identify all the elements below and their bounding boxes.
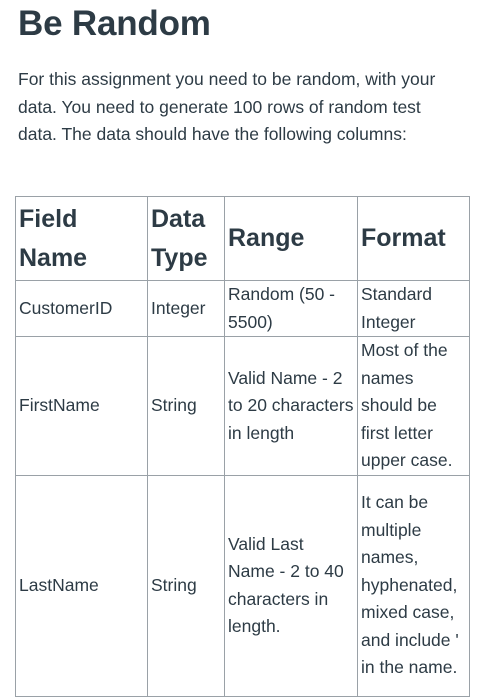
table-row — [16, 337, 470, 476]
table-header-row — [16, 197, 470, 281]
cell-range: Valid Last Name - 2 to 40 characters in length. — [225, 475, 358, 696]
cell-field: LastName — [16, 475, 148, 696]
cell-field: FirstName — [16, 337, 148, 476]
cell-format: It can be multiple names, hyphenated, mixed case, and include ' in the name. — [358, 475, 470, 696]
table-row — [16, 281, 470, 337]
intro-paragraph: For this assignment you need to be random, with your data. You need to generate 100 rows of random test data. The data should have the following columns: — [18, 69, 436, 144]
cell-format: Standard Integer — [358, 281, 470, 337]
cell-type: Integer — [148, 281, 225, 337]
cell-format: Most of the names should be first letter upper case. — [358, 337, 470, 476]
cell-range: Random (50 - 5500) — [225, 281, 358, 337]
table-row — [16, 475, 470, 696]
header-format: Format — [358, 197, 470, 281]
header-range: Range — [225, 197, 358, 281]
cell-range: Valid Name - 2 to 20 characters in length — [225, 337, 358, 476]
cell-type: String — [148, 337, 225, 476]
cell-field: CustomerID — [16, 281, 148, 337]
header-field-name: Field Name — [16, 197, 148, 281]
page-title: Be Random — [18, 4, 211, 43]
cell-type: String — [148, 475, 225, 696]
header-data-type: Data Type — [148, 197, 225, 281]
columns-table — [15, 196, 470, 697]
